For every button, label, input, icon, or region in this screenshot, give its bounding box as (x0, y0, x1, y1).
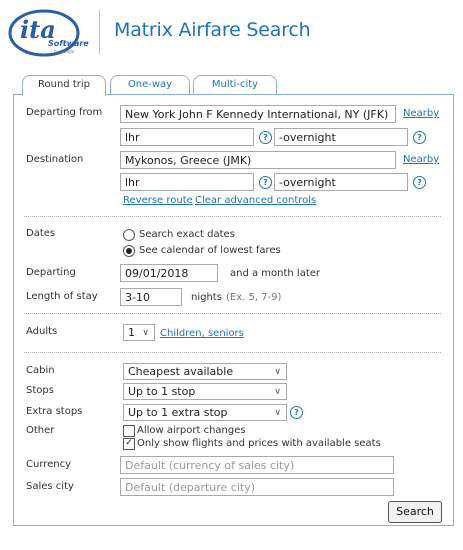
adults-label: Adults (26, 326, 58, 337)
available-seats-checkbox[interactable]: ✓ (123, 438, 135, 450)
chevron-down-icon: ∨ (274, 387, 281, 397)
departing-extension-input[interactable]: -overnight (274, 128, 408, 146)
sales-city-input[interactable]: Default (departure city) (120, 478, 394, 496)
stops-value: Up to 1 stop (128, 385, 196, 398)
departing-date-input[interactable]: 09/01/2018 (120, 264, 218, 282)
reverse-route-link[interactable]: Reverse route (123, 195, 193, 206)
destination-label: Destination (26, 154, 84, 165)
destination-input[interactable]: Mykonos, Greece (JMK) (120, 151, 396, 169)
destination-extension-input[interactable]: -overnight (274, 173, 408, 191)
divider (24, 313, 441, 314)
search-form-panel (13, 94, 454, 526)
chevron-down-icon: ∨ (274, 408, 281, 418)
departing-range-text: and a month later (230, 268, 321, 279)
cabin-select[interactable] (123, 363, 287, 380)
extra-stops-value: Up to 1 extra stop (128, 406, 228, 419)
extra-stops-label: Extra stops (26, 406, 83, 417)
available-seats-label: Only show flights and prices with available seats (137, 438, 381, 449)
currency-input[interactable]: Default (currency of sales city) (120, 456, 394, 474)
calendar-lowest-fares-radio[interactable] (123, 245, 135, 257)
chevron-down-icon: ∨ (142, 328, 149, 338)
search-exact-dates-radio[interactable] (123, 229, 135, 241)
length-of-stay-label: Length of stay (26, 291, 98, 302)
tab-one-way[interactable]: One-way (110, 75, 190, 94)
destination-routing-input[interactable]: lhr (120, 173, 254, 191)
dates-label: Dates (26, 228, 56, 239)
departing-from-label: Departing from (26, 107, 103, 118)
destination-nearby-link[interactable]: Nearby (403, 154, 440, 165)
extra-stops-help-icon[interactable]: ? (290, 406, 303, 419)
calendar-lowest-fares-label: See calendar of lowest fares (139, 245, 281, 256)
cabin-label: Cabin (26, 365, 55, 376)
tab-multi-city[interactable]: Multi-city (193, 75, 277, 94)
stops-label: Stops (26, 385, 54, 396)
ita-software-logo (8, 8, 90, 58)
tab-round-trip[interactable]: Round trip (22, 75, 106, 96)
departing-extension-help-icon[interactable]: ? (413, 131, 426, 144)
departing-routing-help-icon[interactable]: ? (259, 131, 272, 144)
children-seniors-link[interactable]: Children, seniors (160, 328, 244, 339)
departing-nearby-link[interactable]: Nearby (403, 108, 440, 119)
currency-label: Currency (26, 459, 72, 470)
svg-text:by Google: by Google (54, 49, 75, 54)
clear-advanced-link[interactable]: Clear advanced controls (195, 195, 317, 206)
destination-routing-help-icon[interactable]: ? (259, 176, 272, 189)
adults-value: 1 (128, 326, 135, 339)
page-title: Matrix Airfare Search (114, 19, 311, 41)
cabin-value: Cheapest available (128, 365, 234, 378)
departing-routing-input[interactable]: lhr (120, 128, 254, 146)
adults-select[interactable] (123, 324, 155, 341)
other-label: Other (26, 425, 55, 436)
svg-text:ita: ita (20, 15, 56, 44)
stay-example-hint: (Ex. 5, 7-9) (226, 292, 282, 303)
sales-city-label: Sales city (26, 481, 74, 492)
header-divider (99, 10, 100, 54)
nights-label: nights (191, 292, 222, 303)
divider (24, 352, 441, 353)
search-exact-dates-label: Search exact dates (139, 229, 235, 240)
stops-select[interactable] (123, 383, 287, 400)
departing-from-input[interactable]: New York John F Kennedy International, NY (JFK) (120, 105, 396, 123)
divider (24, 216, 441, 217)
extra-stops-select[interactable] (123, 404, 287, 421)
chevron-down-icon: ∨ (274, 367, 281, 377)
svg-text:Software: Software (48, 39, 89, 48)
departing-label: Departing (26, 267, 76, 278)
allow-airport-changes-checkbox[interactable] (123, 425, 135, 437)
allow-airport-changes-label: Allow airport changes (137, 425, 246, 436)
destination-extension-help-icon[interactable]: ? (413, 176, 426, 189)
length-of-stay-input[interactable]: 3-10 (120, 288, 182, 306)
search-button[interactable]: Search (388, 501, 442, 523)
